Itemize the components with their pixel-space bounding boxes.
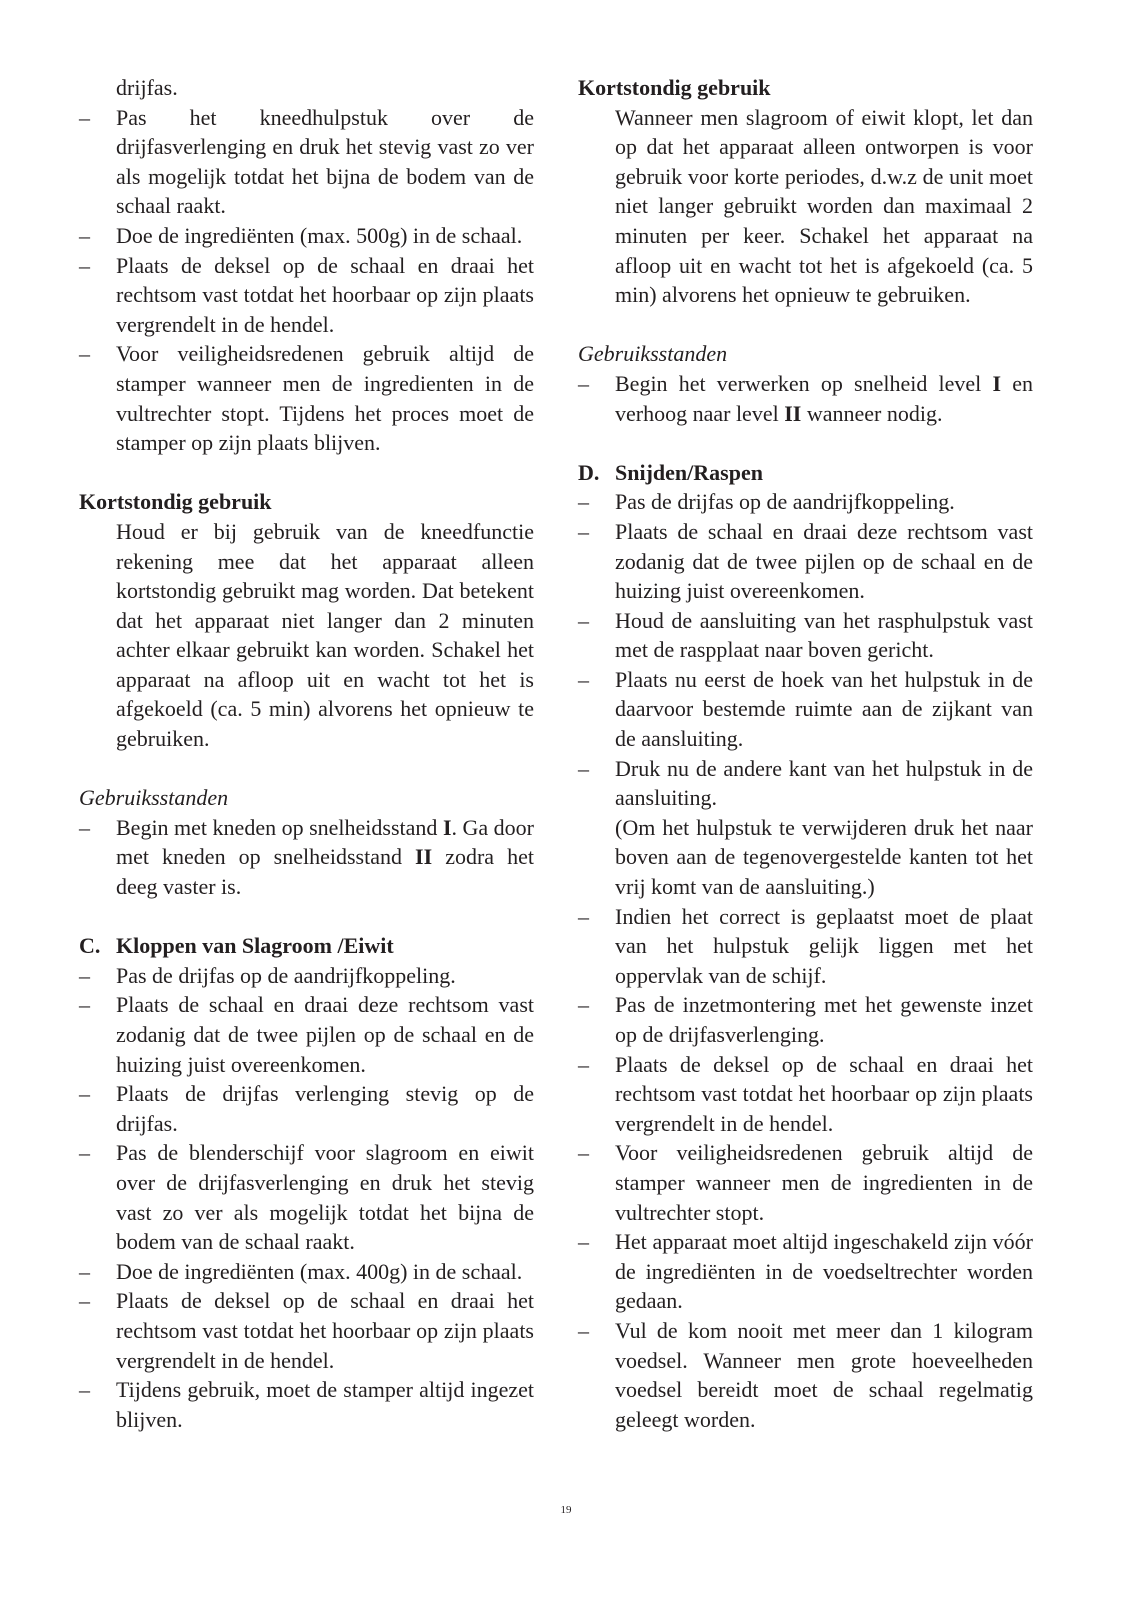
list-item: – Pas de drijfas op de aandrijfkoppeling. (578, 487, 1033, 517)
list-item: – Pas de inzetmontering met het gewenste inzet op de drijfasverlenging. (578, 990, 1033, 1049)
list-item: – Pas de drijfas op de aandrijfkoppeling. (79, 961, 534, 991)
steps-list (578, 487, 1033, 1434)
section-heading: C. Kloppen van Slagroom /Eiwit (79, 933, 394, 959)
list-item: – Doe de ingrediënten (max. 500g) in de schaal. (79, 221, 534, 251)
list-item: – Voor veiligheidsredenen gebruik altijd de stamper wanneer men de ingredienten in de vultrechter stopt. (578, 1138, 1033, 1227)
section-heading: Kortstondig gebruik (79, 489, 272, 515)
list-item: – Plaats de schaal en draai deze rechtsom vast zodanig dat de twee pijlen op de schaal en de huizing juist overeenkomen. (578, 517, 1033, 606)
modes-list (79, 813, 534, 902)
continuation-text: drijfas. (116, 75, 178, 100)
list-item: – Voor veiligheidsredenen gebruik altijd de stamper wanneer men de ingredienten in de vultrechter stopt. Tijdens het proces moet de stamper op zijn plaats blijven. (79, 339, 534, 457)
list-item: – Houd de aansluiting van het rasphulpstuk vast met de raspplaat naar boven gericht. (578, 606, 1033, 665)
modes-list (578, 369, 1033, 428)
modes-section (578, 339, 1033, 428)
modes-section (79, 783, 534, 901)
paragraph: Wanneer men slagroom of eiwit klopt, let dan op dat het apparaat alleen ontworpen is voor gebruik voor korte periodes, d.w.z de unit moet niet langer gebruikt worden dan maximaal 2 minuten per keer. Schakel het apparaat na afloop uit en wacht tot het is afgekoeld (ca. 5 min) alvorens het opnieuw te gebruiken. (615, 104, 1033, 308)
list-item: – Plaats de deksel op de schaal en draai het rechtsom vast totdat het hoorbaar op zijn plaats vergrendelt in de hendel. (79, 1286, 534, 1375)
right-column (578, 73, 1033, 1464)
list-item: – Plaats de deksel op de schaal en draai het rechtsom vast totdat het hoorbaar op zijn plaats vergrendelt in de hendel. (578, 1050, 1033, 1139)
short-use-section (79, 487, 534, 753)
steps-list (79, 961, 534, 1435)
subheading: Gebruiksstanden (578, 341, 728, 367)
list-item: – Het apparaat moet altijd ingeschakeld zijn vóór de ingrediënten in de voedseltrechter worden gedaan. (578, 1227, 1033, 1316)
page-number: 19 (560, 1504, 572, 1516)
list-item: – Vul de kom nooit met meer dan 1 kilogram voedsel. Wanneer men grote hoeveelheden voedsel bereidt moet de schaal regelmatig geleegt worden. (578, 1316, 1033, 1434)
list-item: – Plaats de drijfas verlenging stevig op de drijfas. (79, 1079, 534, 1138)
list-item: – Indien het correct is geplaatst moet de plaat van het hulpstuk gelijk liggen met het oppervlak van de schijf. (578, 902, 1033, 991)
list-item: – Begin met kneden op snelheidsstand I. Ga door met kneden op snelheidsstand II zodra het deeg vaster is. (79, 813, 534, 902)
list-item: – Plaats de deksel op de schaal en draai het rechtsom vast totdat het hoorbaar op zijn plaats vergrendelt in de hendel. (79, 251, 534, 340)
left-top-steps (79, 73, 534, 458)
section-c (79, 931, 534, 1434)
steps-list (79, 103, 534, 458)
list-item: – Plaats nu eerst de hoek van het hulpstuk in de daarvoor bestemde ruimte aan de zijkant van de aansluiting. (578, 665, 1033, 754)
list-item: – Pas de blenderschijf voor slagroom en eiwit over de drijfasverlenging en druk het stevig vast zo ver als mogelijk totdat het bijna de bodem van de schaal raakt. (79, 1138, 534, 1256)
list-item: – Druk nu de andere kant van het hulpstuk in de aansluiting. (Om het hulpstuk te verwijderen druk het naar boven aan de tegenovergestelde kanten tot het vrij komt van de aansluiting.) (578, 754, 1033, 902)
list-item: – Plaats de schaal en draai deze rechtsom vast zodanig dat de twee pijlen op de schaal en de huizing juist overeenkomen. (79, 990, 534, 1079)
left-column (79, 73, 534, 1464)
subheading: Gebruiksstanden (79, 785, 229, 811)
list-item: – Tijdens gebruik, moet de stamper altijd ingezet blijven. (79, 1375, 534, 1434)
list-item: – Begin het verwerken op snelheid level I en verhoog naar level II wanneer nodig. (578, 369, 1033, 428)
short-use-section (578, 73, 1033, 310)
section-d (578, 458, 1033, 1435)
list-item: – Pas het kneedhulpstuk over de drijfasverlenging en druk het stevig vast zo ver als mogelijk totdat het bijna de bodem van de schaal raakt. (79, 103, 534, 221)
removal-note: (Om het hulpstuk te verwijderen druk het naar boven aan de tegenovergestelde kanten tot het vrij komt van de aansluiting.) (615, 814, 1033, 900)
paragraph: Houd er bij gebruik van de kneedfunctie rekening mee dat het apparaat alleen kortstondig gebruikt mag worden. Dat betekent dat het apparaat niet langer dan 2 minuten achter elkaar gebruikt kan worden. Schakel het apparaat na afloop uit en wacht tot het is afgekoeld (ca. 5 min) alvorens het opnieuw te gebruiken. (116, 518, 534, 752)
list-item: – Doe de ingrediënten (max. 400g) in de schaal. (79, 1257, 534, 1287)
section-heading: D. Snijden/Raspen (578, 459, 763, 485)
section-heading: Kortstondig gebruik (578, 75, 771, 100)
